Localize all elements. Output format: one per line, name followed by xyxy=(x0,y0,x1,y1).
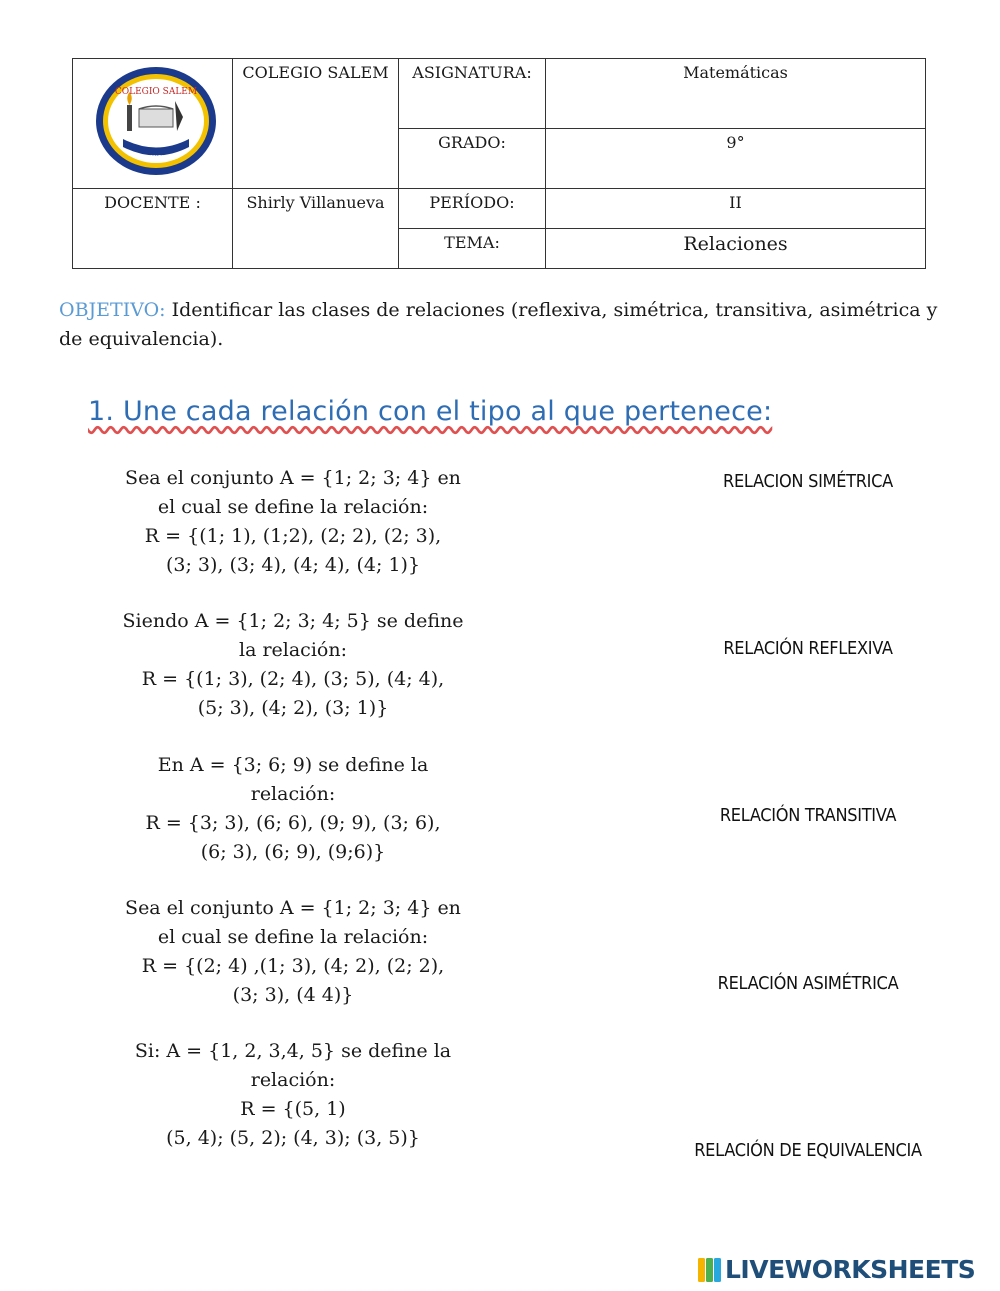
teacher-label: DOCENTE : xyxy=(73,189,233,269)
period-value: II xyxy=(546,189,926,229)
svg-text:BARRANQUILLA: BARRANQUILLA xyxy=(134,155,178,161)
grade-value: 9° xyxy=(546,129,926,189)
relation-line: Sea el conjunto A = {1; 2; 3; 4} en xyxy=(125,897,461,919)
liveworksheets-brand xyxy=(698,1255,975,1284)
type-symmetric[interactable]: RELACION SIMÉTRICA xyxy=(723,471,893,492)
objective-text: Identificar las clases de relaciones (reflexiva, simétrica, transitiva, asimétrica y de equivalencia). xyxy=(59,299,938,350)
relation-item-3[interactable] xyxy=(110,751,476,867)
relation-line: R = {(1; 3), (2; 4), (3; 5), (4; 4), xyxy=(141,668,445,690)
relation-line: relación: xyxy=(250,1069,336,1091)
relation-item-5[interactable] xyxy=(110,1037,476,1153)
school-logo xyxy=(89,61,223,181)
subject-value: Matemáticas xyxy=(546,59,926,129)
relation-line: el cual se define la relación: xyxy=(157,926,429,948)
type-asymmetric[interactable]: RELACIÓN ASIMÉTRICA xyxy=(717,973,899,994)
school-name: COLEGIO SALEM xyxy=(233,59,399,189)
relation-item-1[interactable] xyxy=(110,464,476,580)
brand-name: LIVEWORKSHEETS xyxy=(725,1255,976,1284)
relation-line: Sea el conjunto A = {1; 2; 3; 4} en xyxy=(125,467,461,489)
liveworksheets-logo-icon xyxy=(698,1256,722,1284)
type-reflexive[interactable]: RELACIÓN REFLEXIVA xyxy=(723,638,893,659)
relation-line: Si: A = {1, 2, 3,4, 5} se define la xyxy=(134,1040,452,1062)
grade-label: GRADO: xyxy=(399,129,546,189)
relation-line: la relación: xyxy=(239,639,347,661)
exercise-title: 1. Une cada relación con el tipo al que pertenece: xyxy=(88,396,773,427)
relation-line: (5, 4); (5, 2); (4, 3); (3, 5)} xyxy=(166,1127,420,1149)
period-label: PERÍODO: xyxy=(399,189,546,229)
header-table xyxy=(72,58,926,269)
svg-text:COLEGIO SALEM: COLEGIO SALEM xyxy=(114,87,198,97)
relation-line: (3; 3), (3; 4), (4; 4), (4; 1)} xyxy=(165,554,421,576)
school-logo-cell xyxy=(73,59,233,189)
relation-item-2[interactable] xyxy=(110,607,476,723)
teacher-value: Shirly Villanueva xyxy=(233,189,399,269)
subject-label: ASIGNATURA: xyxy=(399,59,546,129)
relation-line: (3; 3), (4 4)} xyxy=(232,984,354,1006)
relation-line: En A = {3; 6; 9) se define la xyxy=(157,754,429,776)
relation-line: R = {(2; 4) ,(1; 3), (4; 2), (2; 2), xyxy=(141,955,445,977)
relation-line: Siendo A = {1; 2; 3; 4; 5} se define xyxy=(122,610,464,632)
relation-line: R = {(1; 1), (1;2), (2; 2), (2; 3), xyxy=(144,525,442,547)
objective-label: OBJETIVO: xyxy=(59,299,166,321)
relation-line: el cual se define la relación: xyxy=(157,496,429,518)
relation-line: R = {3; 3), (6; 6), (9; 9), (3; 6), xyxy=(145,812,441,834)
topic-label: TEMA: xyxy=(399,229,546,269)
objective xyxy=(59,296,949,354)
relation-item-4[interactable] xyxy=(110,894,476,1010)
svg-text:1987: 1987 xyxy=(148,136,164,143)
topic-value: Relaciones xyxy=(546,229,926,269)
relation-line: relación: xyxy=(250,783,336,805)
relation-line: (5; 3), (4; 2), (3; 1)} xyxy=(197,697,389,719)
type-transitive[interactable]: RELACIÓN TRANSITIVA xyxy=(719,805,897,826)
type-equivalence[interactable]: RELACIÓN DE EQUIVALENCIA xyxy=(694,1140,922,1161)
relation-line: (6; 3), (6; 9), (9;6)} xyxy=(200,841,386,863)
relation-line: R = {(5, 1) xyxy=(240,1098,346,1120)
